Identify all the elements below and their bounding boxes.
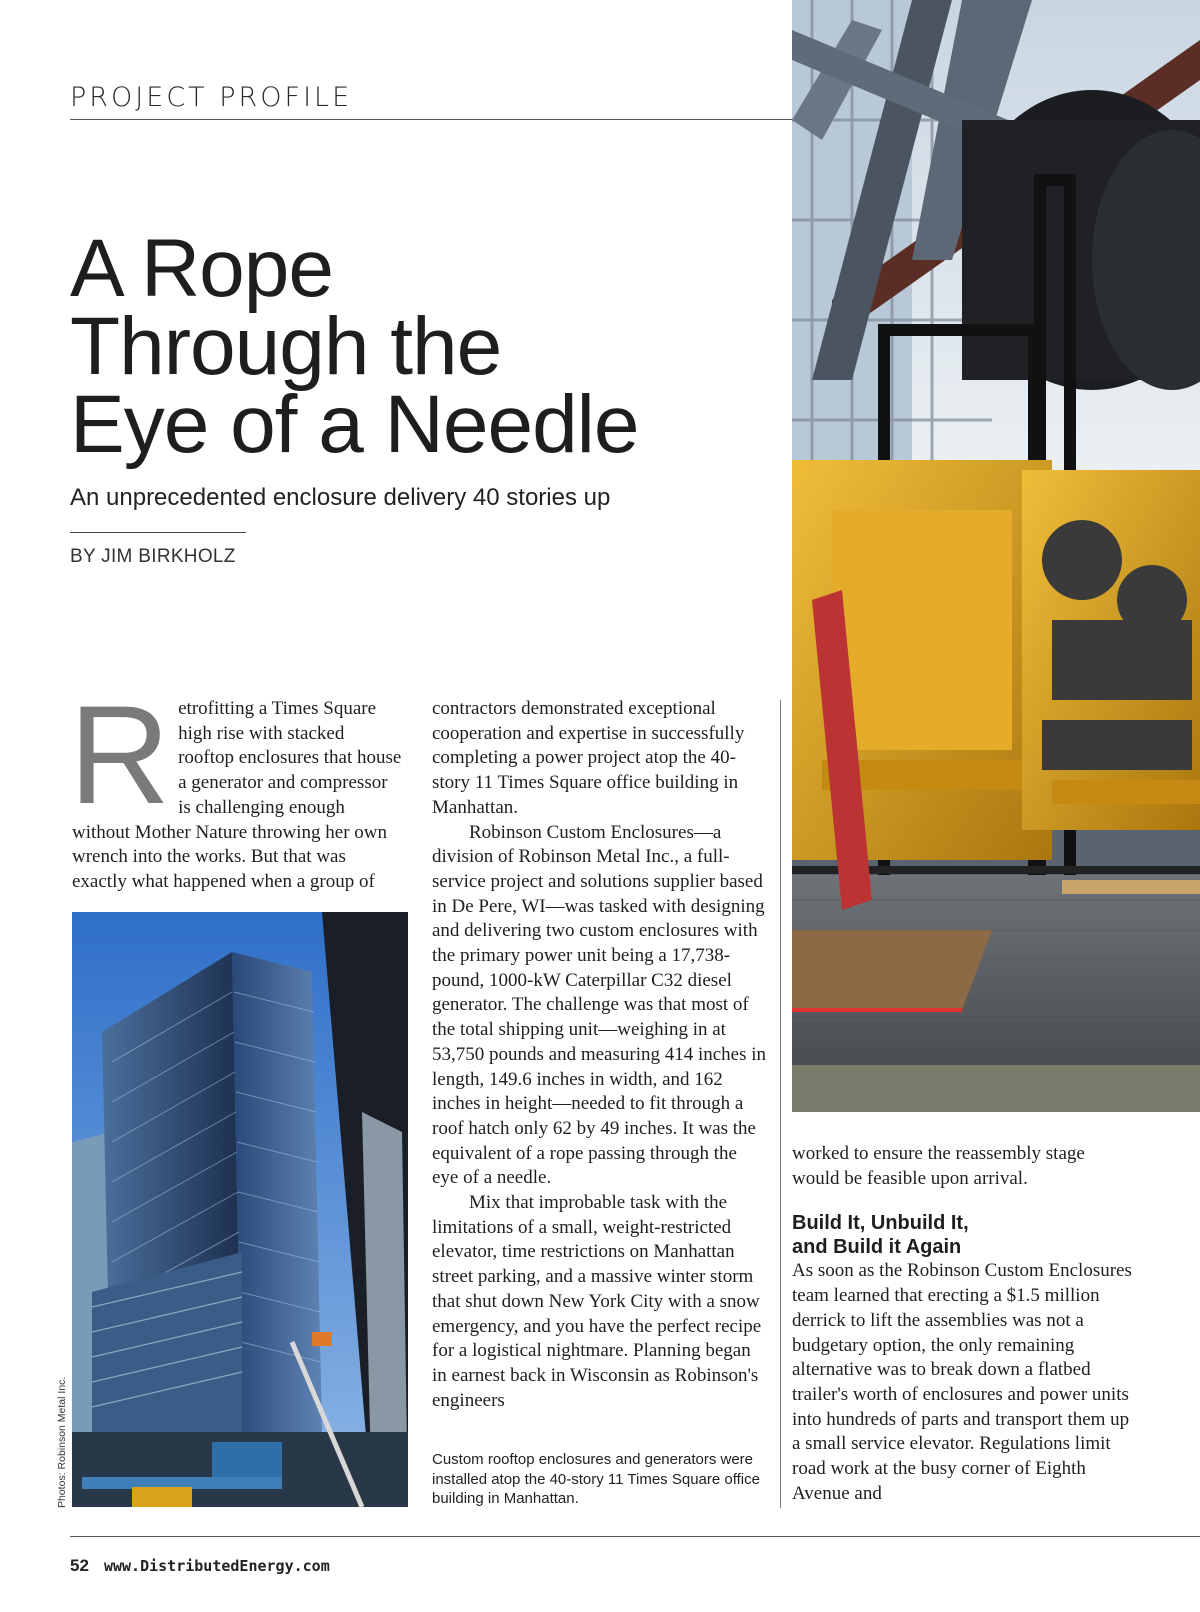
section-rule xyxy=(70,119,792,120)
column-1-text: etrofitting a Times Square high rise with stacked rooftop enclosures that house a generator and compressor is challenging enough without Mother Nature throwing her own wrench into the works. But that was exactly what happened when a group of xyxy=(72,698,402,892)
subhead: An unprecedented enclosure delivery 40 stories up xyxy=(70,484,611,511)
column-2-paragraph-2: Robinson Custom Enclosures—a division of Robinson Metal Inc., a full-service project and solutions supplier based in De Pere, WI—was tasked with designing and delivering two custom enclosures with the primary power unit being a 17,738-pound, 1000-kW Caterpillar C32 diesel generator. The challenge was that most of the total shipping unit—weighing in at 53,750 pounds and measuring 414 inches in length, 149.6 inches in width, and 162 inches in height—needed to fit through a roof hatch only 62 by 49 inches. It was the equivalent of a rope passing through the eye of a needle. xyxy=(432,821,767,1189)
headline-line-1: A Rope xyxy=(70,223,333,314)
footer-rule xyxy=(70,1536,1200,1537)
footer xyxy=(70,1556,330,1576)
headline xyxy=(70,223,770,470)
column-3-body: As soon as the Robinson Custom Enclosures team learned that erecting a $1.5 million derrick to lift the assemblies was not a budgetary option, the only remaining alternative was to break down a flatbed trailer's worth of enclosures and power units into hundreds of parts and transport them up a small service elevator. Regulations limit road work at the busy corner of Eighth Avenue and xyxy=(792,1260,1132,1504)
drop-cap: R xyxy=(69,676,171,833)
photo-caption: Custom rooftop enclosures and generators were installed atop the 40-story 11 Times Square office building in Manhattan. xyxy=(432,1451,760,1507)
generator-photo xyxy=(792,0,1200,1112)
column-2 xyxy=(432,697,768,1413)
byline: BY JIM BIRKHOLZ xyxy=(70,546,236,567)
subsection-heading-line-2: and Build it Again xyxy=(792,1236,962,1259)
column-2-paragraph-1: contractors demonstrated exceptional cooperation and expertise in successfully completing a power project atop the 40-story 11 Times Square office building in Manhattan. xyxy=(432,698,745,818)
column-3 xyxy=(792,1142,1137,1506)
column-2-paragraph-3: Mix that improbable task with the limitations of a small, weight-restricted elevator, time restrictions on Manhattan street parking, and a massive winter storm that shut down New York City with a snow emergency, and you have the perfect recipe for a logistical nightmare. Planning began in earnest back in Wisconsin as Robinson's engineers xyxy=(432,1192,762,1411)
headline-line-2: Through the xyxy=(70,301,502,392)
column-1 xyxy=(69,676,402,895)
building-photo xyxy=(72,912,408,1507)
column-3-intro: worked to ensure the reassembly stage would be feasible upon arrival. xyxy=(792,1143,1085,1189)
subsection-heading-line-1: Build It, Unbuild It, xyxy=(792,1212,969,1235)
section-label: PROJECT PROFILE xyxy=(70,82,353,113)
footer-url: www.DistributedEnergy.com xyxy=(103,1557,330,1575)
subsection-heading xyxy=(792,1211,1137,1259)
column-divider xyxy=(780,700,781,1508)
photo-credit: Photos: Robinson Metal Inc. xyxy=(56,1376,68,1508)
byline-rule xyxy=(70,532,246,533)
page-number: 52 xyxy=(70,1556,89,1575)
headline-line-3: Eye of a Needle xyxy=(70,379,639,470)
